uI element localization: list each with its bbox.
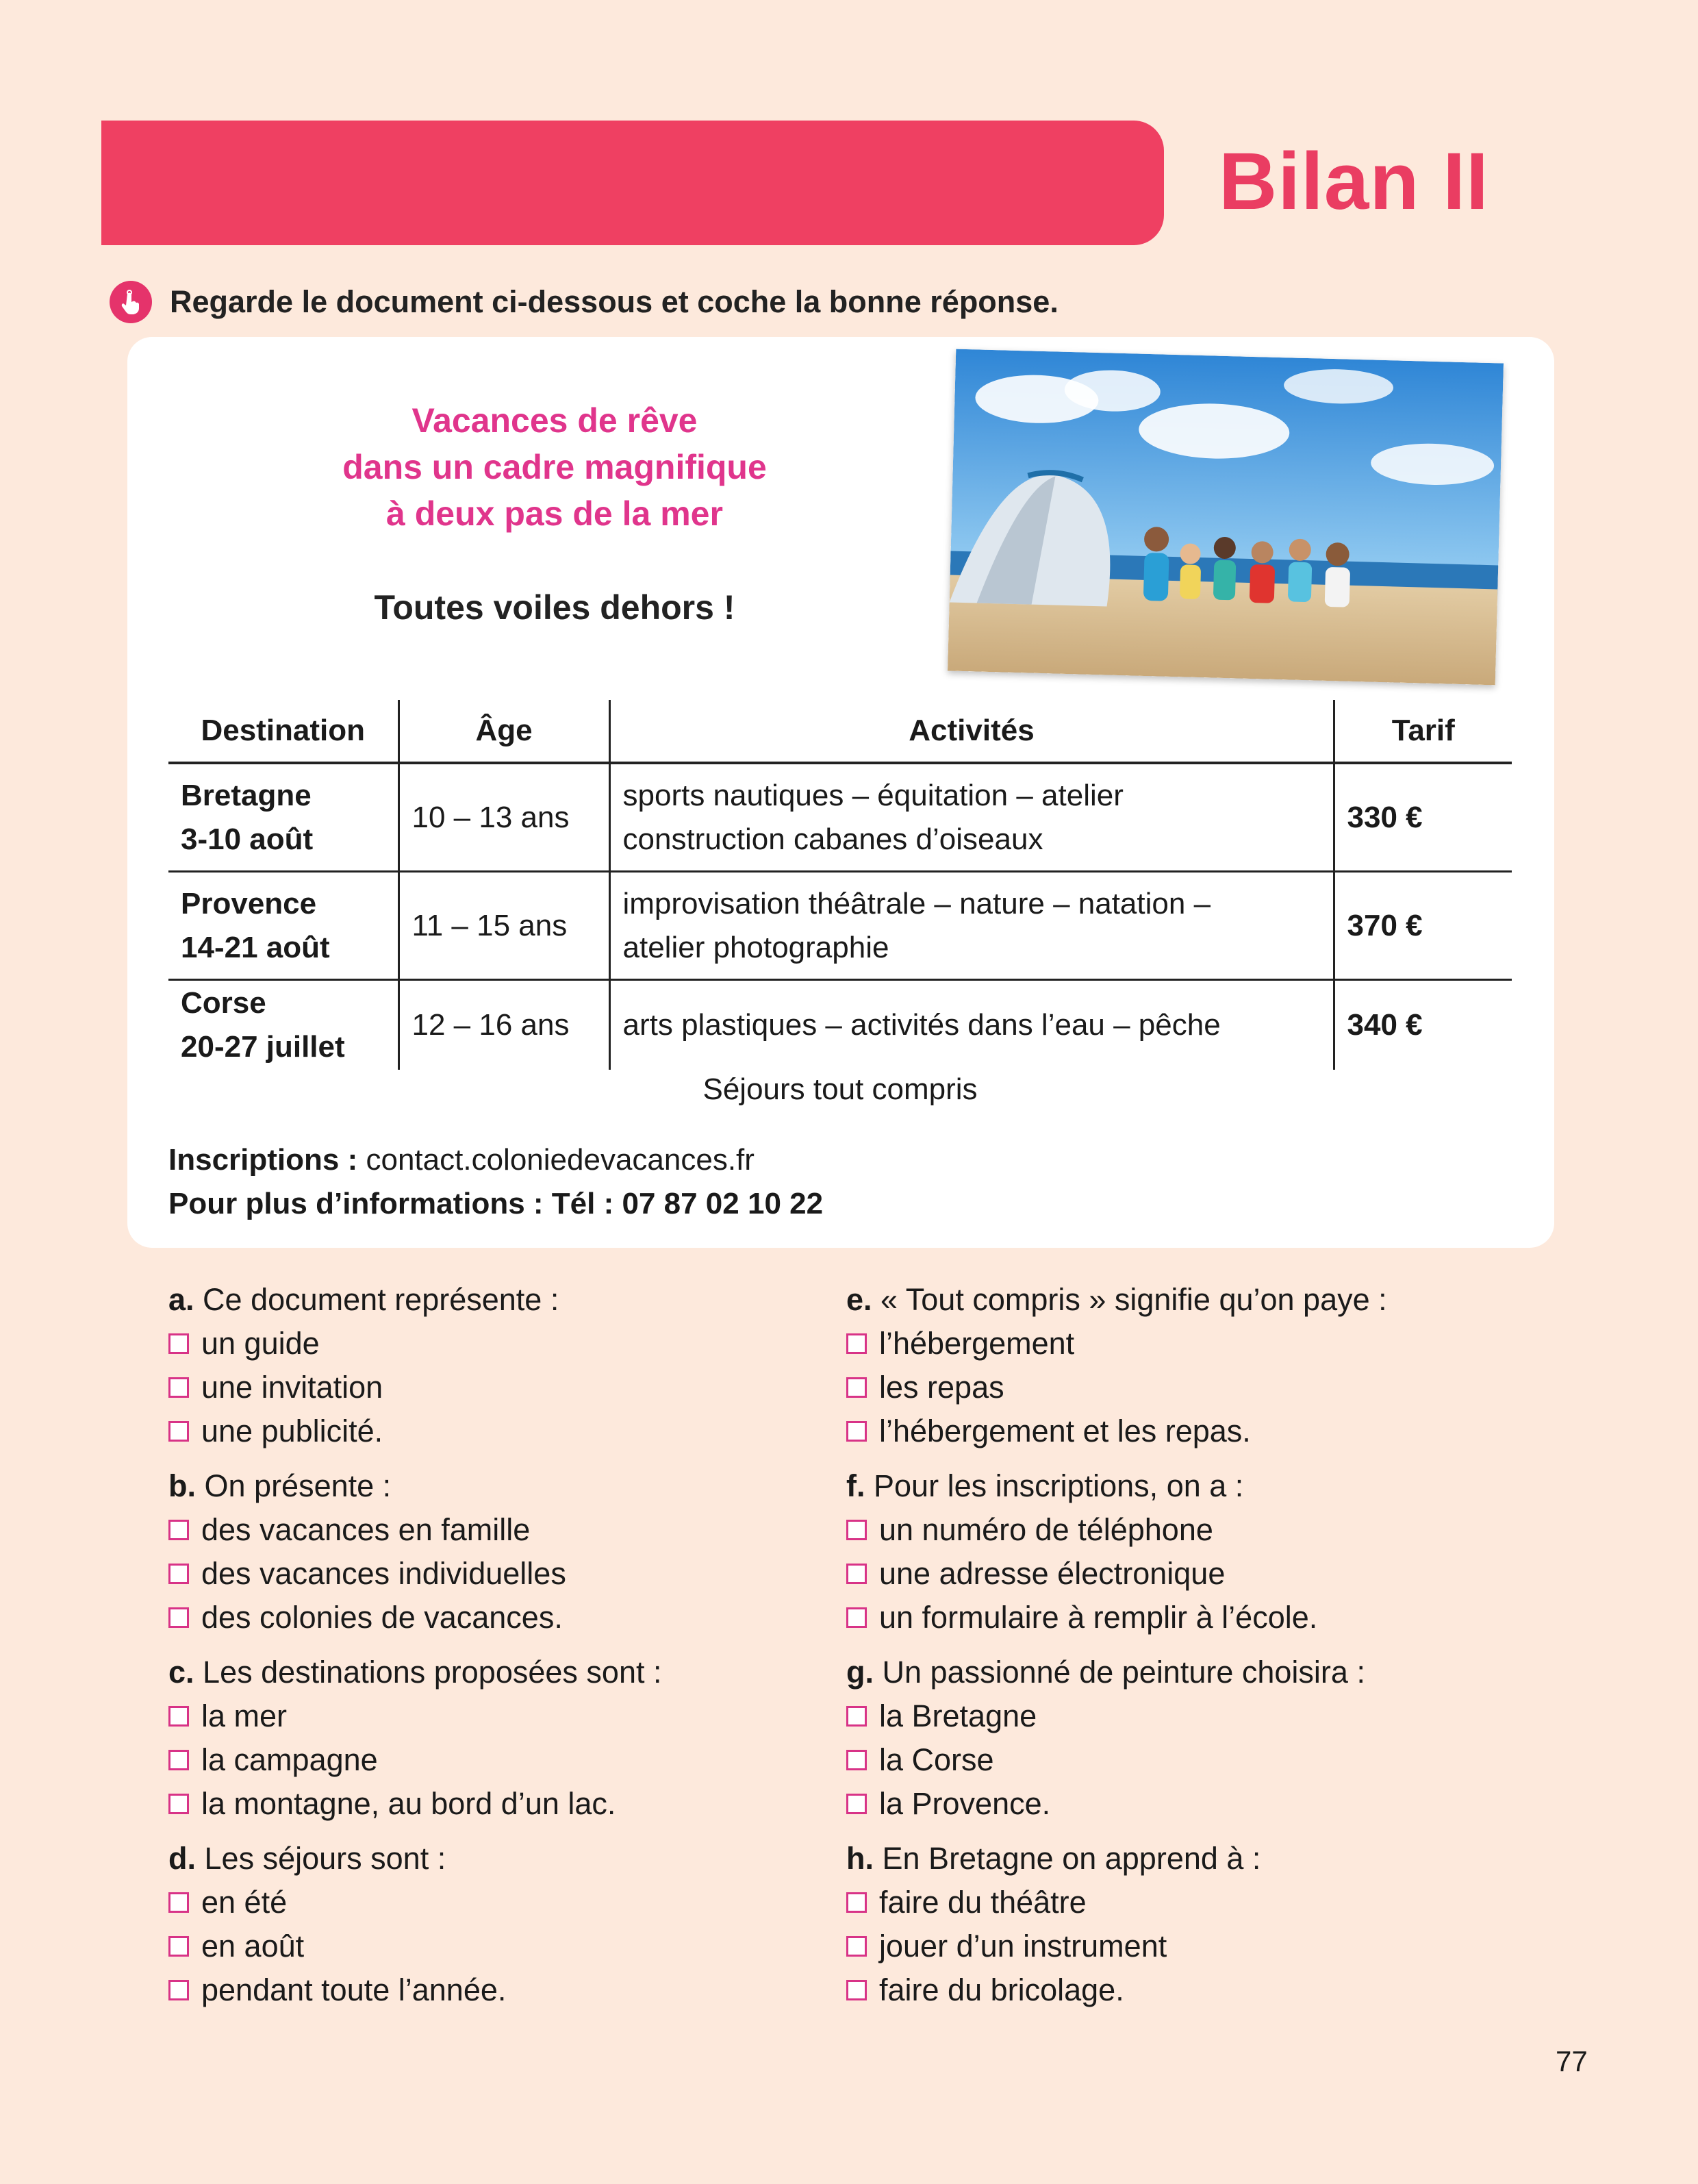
questions-right-column	[846, 1278, 1531, 2023]
question-text: Pour les inscriptions, on a :	[874, 1468, 1244, 1503]
answer-label: l’hébergement	[879, 1326, 1075, 1361]
price-cell: 370 €	[1334, 872, 1512, 980]
column-header: Activités	[609, 700, 1334, 763]
answer-label: un formulaire à remplir à l’école.	[879, 1600, 1318, 1635]
answer-option[interactable]	[168, 1552, 853, 1596]
question-block	[846, 1464, 1531, 1640]
offers-table	[168, 700, 1512, 1070]
answer-option[interactable]	[846, 1366, 1531, 1409]
answer-label: faire du bricolage.	[879, 1972, 1124, 2007]
column-header: Âge	[398, 700, 609, 763]
answer-option[interactable]	[846, 1782, 1531, 1826]
answer-checkbox[interactable]	[846, 1520, 867, 1540]
answer-option[interactable]	[846, 1409, 1531, 1453]
question-text: « Tout compris » signifie qu’on paye :	[880, 1282, 1387, 1317]
answer-checkbox[interactable]	[168, 1333, 189, 1354]
answer-label: la montagne, au bord d’un lac.	[201, 1786, 616, 1821]
age-cell: 11 – 15 ans	[398, 872, 609, 980]
answer-label: une publicité.	[201, 1414, 383, 1448]
question-block	[846, 1650, 1531, 1826]
answer-option[interactable]	[168, 1881, 853, 1924]
answer-option[interactable]	[846, 1881, 1531, 1924]
question-block	[846, 1278, 1531, 1453]
answer-option[interactable]	[168, 1322, 853, 1366]
answer-option[interactable]	[846, 1694, 1531, 1738]
answer-checkbox[interactable]	[846, 1333, 867, 1354]
answer-option[interactable]	[168, 1924, 853, 1968]
beach-camping-photo	[948, 349, 1504, 686]
answer-checkbox[interactable]	[168, 1607, 189, 1628]
question-text: Ce document représente :	[203, 1282, 559, 1317]
included-note: Séjours tout compris	[702, 1072, 978, 1106]
answer-option[interactable]	[168, 1968, 853, 2012]
question-block	[168, 1837, 853, 2012]
answer-checkbox[interactable]	[168, 1794, 189, 1814]
answer-label: des vacances en famille	[201, 1512, 531, 1547]
answer-label: en été	[201, 1885, 288, 1920]
hand-pointer-icon	[110, 281, 152, 323]
answer-option[interactable]	[846, 1322, 1531, 1366]
price-cell: 340 €	[1334, 980, 1512, 1070]
answer-label: la Bretagne	[879, 1698, 1037, 1733]
answer-checkbox[interactable]	[168, 1750, 189, 1770]
answer-option[interactable]	[168, 1694, 853, 1738]
answer-label: une adresse électronique	[879, 1556, 1226, 1591]
question-text: Les destinations proposées sont :	[203, 1655, 662, 1690]
question-block	[168, 1278, 853, 1453]
answer-label: l’hébergement et les repas.	[879, 1414, 1251, 1448]
answer-label: faire du théâtre	[879, 1885, 1087, 1920]
question-letter: g.	[846, 1655, 874, 1690]
questions-left-column	[168, 1278, 853, 2023]
answer-checkbox[interactable]	[846, 1794, 867, 1814]
question-letter: f.	[846, 1468, 865, 1503]
answer-label: la Provence.	[879, 1786, 1051, 1821]
answer-checkbox[interactable]	[846, 1892, 867, 1913]
answer-checkbox[interactable]	[168, 1892, 189, 1913]
ad-slogan: Toutes voiles dehors !	[374, 588, 735, 627]
answer-label: la Corse	[879, 1742, 994, 1777]
answer-label: jouer d’un instrument	[879, 1929, 1167, 1963]
answer-option[interactable]	[846, 1924, 1531, 1968]
question-block	[168, 1650, 853, 1826]
price-cell: 330 €	[1334, 763, 1512, 872]
table-header-row	[168, 700, 1512, 763]
answer-label: un numéro de téléphone	[879, 1512, 1213, 1547]
activities-cell: arts plastiques – activités dans l’eau – pêche	[609, 980, 1334, 1070]
activities-cell: improvisation théâtrale – nature – natation – atelier photographie	[609, 872, 1334, 980]
answer-label: une invitation	[201, 1370, 383, 1405]
phone-number: 07 87 02 10 22	[622, 1187, 824, 1220]
table-row	[168, 980, 1512, 1070]
answer-option[interactable]	[168, 1782, 853, 1826]
answer-label: des colonies de vacances.	[201, 1600, 563, 1635]
registration-line: Inscriptions : contact.coloniedevacances.fr	[168, 1143, 755, 1177]
answer-label: en août	[201, 1929, 305, 1963]
question-letter: a.	[168, 1282, 194, 1317]
destination-cell: Corse 20-27 juillet	[181, 986, 345, 1064]
destination-cell: Provence 14-21 août	[168, 872, 398, 980]
answer-checkbox[interactable]	[168, 1520, 189, 1540]
answer-checkbox[interactable]	[168, 1936, 189, 1957]
answer-option[interactable]	[168, 1508, 853, 1552]
table-row	[168, 763, 1512, 872]
question-text: Les séjours sont :	[204, 1841, 446, 1876]
answer-checkbox[interactable]	[846, 1980, 867, 2000]
answer-option[interactable]	[846, 1508, 1531, 1552]
question-title	[168, 1837, 853, 1881]
answer-label: des vacances individuelles	[201, 1556, 566, 1591]
answer-checkbox[interactable]	[168, 1421, 189, 1442]
question-title	[846, 1650, 1531, 1694]
question-letter: h.	[846, 1841, 874, 1876]
question-letter: d.	[168, 1841, 196, 1876]
instruction	[110, 281, 1059, 323]
question-block	[168, 1464, 853, 1640]
answer-option[interactable]	[168, 1366, 853, 1409]
answer-checkbox[interactable]	[846, 1750, 867, 1770]
question-letter: b.	[168, 1468, 196, 1503]
registration-address: contact.coloniedevacances.fr	[366, 1143, 755, 1177]
answer-option[interactable]	[846, 1738, 1531, 1782]
question-text: En Bretagne on apprend à :	[882, 1841, 1261, 1876]
answer-option[interactable]	[846, 1552, 1531, 1596]
answer-checkbox[interactable]	[846, 1706, 867, 1727]
question-letter: c.	[168, 1655, 194, 1690]
answer-checkbox[interactable]	[168, 1377, 189, 1398]
question-title	[168, 1464, 853, 1508]
answer-checkbox[interactable]	[168, 1706, 189, 1727]
answer-label: pendant toute l’année.	[201, 1972, 507, 2007]
age-cell: 10 – 13 ans	[398, 763, 609, 872]
column-header: Tarif	[1334, 700, 1512, 763]
answer-label: la mer	[201, 1698, 288, 1733]
answer-label: un guide	[201, 1326, 320, 1361]
activities-cell: sports nautiques – équitation – atelier construction cabanes d’oiseaux	[609, 763, 1334, 872]
answer-checkbox[interactable]	[846, 1936, 867, 1957]
question-block	[846, 1837, 1531, 2012]
page-title: Bilan II	[1219, 136, 1489, 227]
answer-label: les repas	[879, 1370, 1004, 1405]
answer-option[interactable]	[846, 1968, 1531, 2012]
question-letter: e.	[846, 1282, 872, 1317]
answer-checkbox[interactable]	[846, 1421, 867, 1442]
answer-checkbox[interactable]	[846, 1377, 867, 1398]
answer-checkbox[interactable]	[846, 1564, 867, 1584]
table-row	[168, 872, 1512, 980]
instruction-text: Regarde le document ci-dessous et coche la bonne réponse.	[170, 284, 1059, 319]
answer-checkbox[interactable]	[168, 1564, 189, 1584]
question-title	[846, 1837, 1531, 1881]
answer-checkbox[interactable]	[846, 1607, 867, 1628]
answer-label: la campagne	[201, 1742, 378, 1777]
question-title	[168, 1278, 853, 1322]
contact-info	[168, 1138, 823, 1226]
answer-option[interactable]	[846, 1596, 1531, 1640]
question-title	[846, 1464, 1531, 1508]
question-text: On présente :	[204, 1468, 392, 1503]
header-banner	[101, 121, 1164, 245]
answer-checkbox[interactable]	[168, 1980, 189, 2000]
answer-option[interactable]	[168, 1409, 853, 1453]
answer-option[interactable]	[168, 1738, 853, 1782]
column-header: Destination	[168, 700, 398, 763]
question-text: Un passionné de peinture choisira :	[882, 1655, 1365, 1690]
question-title	[168, 1650, 853, 1694]
age-cell: 12 – 16 ans	[398, 980, 609, 1070]
question-title	[846, 1278, 1531, 1322]
destination-cell: Bretagne 3-10 août	[168, 763, 398, 872]
answer-option[interactable]	[168, 1596, 853, 1640]
info-line: Pour plus d’informations : Tél : 07 87 02 10 22	[168, 1187, 824, 1220]
ad-headline: Vacances de rêve dans un cadre magnifique à deux pas de la mer	[342, 401, 767, 533]
page-number: 77	[1556, 2045, 1588, 2077]
